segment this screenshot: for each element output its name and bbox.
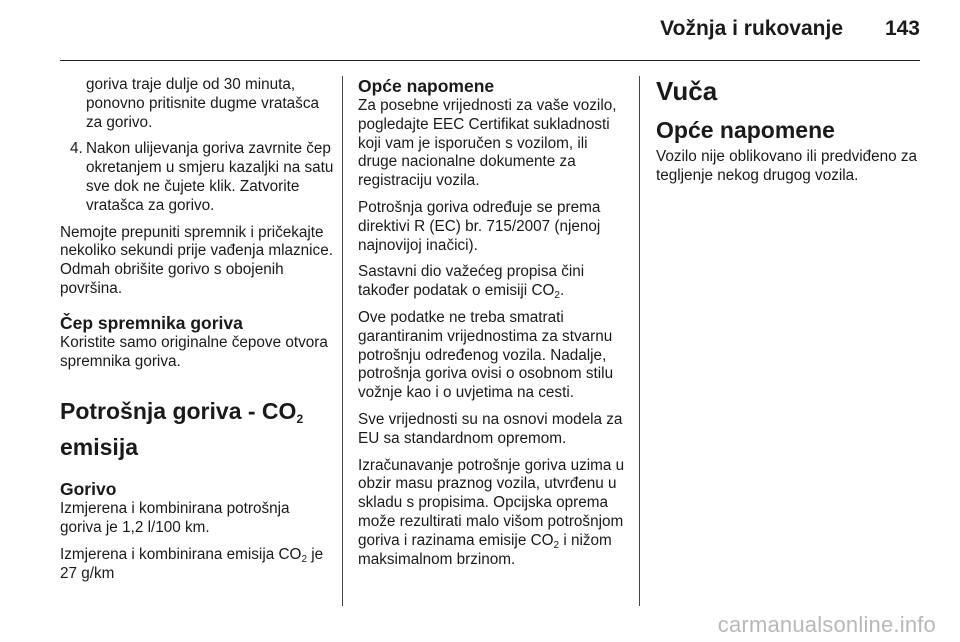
column-2 [358,76,630,577]
paragraph: Izmjerena i kombinirana potrošnja goriva je 1,2 l/100 km. [60,500,290,537]
header-rule [60,60,920,61]
list-item-number: 4. [70,140,83,158]
section-title-towing: Vuča [656,76,718,106]
section-title: Potrošnja goriva - $CO_2$ [60,398,304,427]
paragraph-co2: Sastavni dio važećeg propisa čini također podatak o emisiji $CO_2$. [358,263,585,302]
paragraph: Ove podatke ne treba smatrati garantiranim vrijednostima za stvarnu potrošnju određenog vozila. Nadalje, potrošnja goriva ovisi o osobnom stilu vožnje kao i o uvjetima na cesti. [358,308,614,402]
paragraph: Koristite samo originalne čepove otvora spremnika goriva. [60,333,328,370]
column-divider-2 [639,76,640,606]
paragraph-calculation: Izračunavanje potrošnje goriva uzima u obzir masu praznog vozila, utvrđenu u skladu s propisima. Opcijska oprema može rezultirati malo višom potrošnjom goriva i razinama emisije $CO_2$ i nižom maksimalnom brzinom. [358,456,625,568]
paragraph: Nemojte prepuniti spremnik i pričekajte nekoliko sekundi prije vađenja mlaznice. Odmah obrišite gorivo s obojenih površina. [60,223,333,297]
paragraph: Potrošnja goriva određuje se prema direktivi R (EC) br. 715/2007 (njenoj najnovijoj inačici). [358,198,601,254]
page-number: 143 [884,17,920,40]
paragraph: Za posebne vrijednosti za vaše vozilo, pogledajte EEC Certifikat sukladnosti koji vam je isporučen s vozilom, ili druge nacionalne dokumente za registraciju vozila. [358,97,617,190]
subheading-general-notes: Opće napomene [358,76,495,96]
paragraph-emission: Izmjerena i kombinirana emisija $CO_2$ je 27 g/km [60,545,324,582]
section-title-line2: emisija [60,434,138,461]
column-1 [60,76,335,592]
column-divider-1 [342,76,343,606]
subheading-fuel: Gorivo [60,479,117,500]
column-3 [656,76,926,194]
list-item-text: Nakon ulijevanja goriva zavrnite čep okretanjem u smjeru kazaljki na satu sve dok ne čujete klik. Zatvorite vratašca za gorivo. [86,140,334,214]
continued-text: goriva traje dulje od 30 minuta, ponovno pritisnite dugme vratašca za gorivo. [86,76,319,131]
paragraph: Vozilo nije oblikovano ili predviđeno za tegljenje nekog drugog vozila. [656,148,918,184]
list-item [60,140,335,215]
header-title: Vožnja i rukovanje [660,17,843,40]
paragraph: Sve vrijednosti su na osnovi modela za EU sa standardnom opremom. [358,410,623,447]
page-header [0,0,960,60]
watermark: carmanualsonline.info [717,612,936,637]
subheading-general-notes: Opće napomene [656,117,835,143]
subheading-fuel-cap: Čep spremnika goriva [60,312,243,333]
